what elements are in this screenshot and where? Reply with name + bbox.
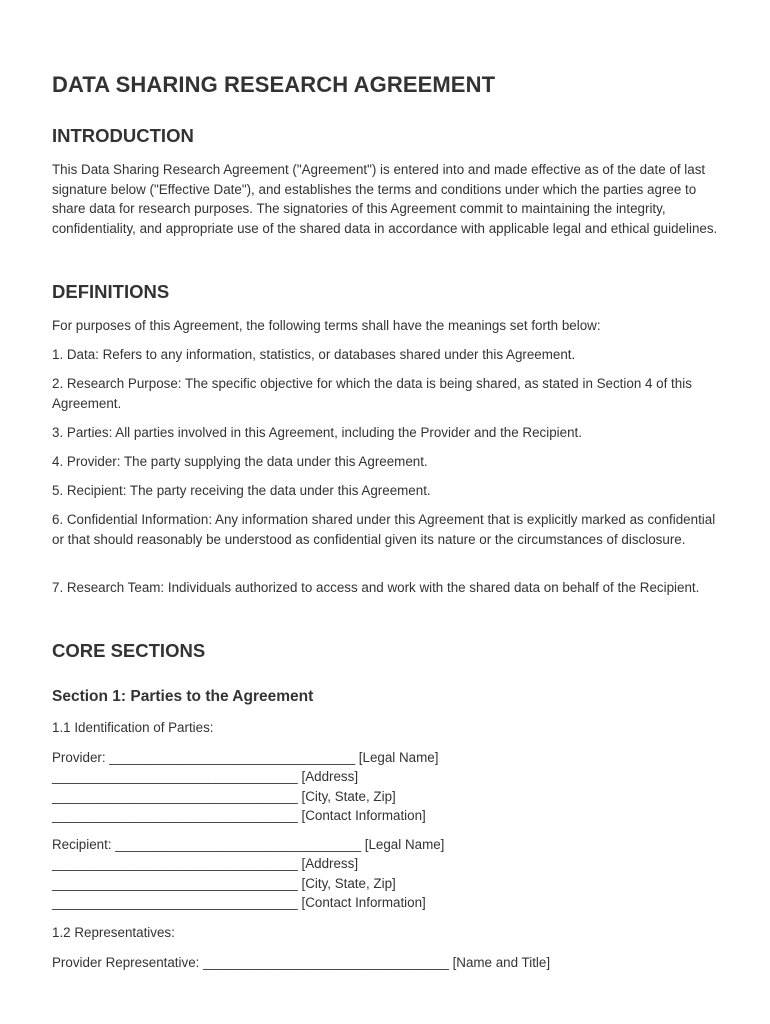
provider-city-state-zip-field: _________________________________ [City, State, Zip]: [52, 789, 396, 804]
definition-item-confidential-information: 6. Confidential Information: Any information shared under this Agreement that is explicitly marked as confidential or that should reasonably be understood as confidential given its nature or the circumstances of disclosure.: [52, 512, 716, 547]
section-1-heading: Section 1: Parties to the Agreement: [52, 688, 314, 705]
introduction-text: This Data Sharing Research Agreement ("Agreement") is entered into and made effective as of the date of last signature below ("Effective Date"), and establishes the terms and conditions under which the parties agree to share data for research purposes. The signatories of this Agreement commit to maintaining the integrity, confidentiality, and appropriate use of the shared data in accordance with applicable legal and ethical guidelines.: [52, 162, 718, 236]
definition-item-parties: 3. Parties: All parties involved in this Agreement, including the Provider and the Recipient.: [52, 425, 582, 440]
provider-legal-name-field: Provider: _________________________________ [Legal Name]: [52, 750, 439, 765]
definition-item-research-purpose: 2. Research Purpose: The specific objective for which the data is being shared, as stated in Section 4 of this Agreement.: [52, 376, 692, 411]
provider-contact-field: _________________________________ [Contact Information]: [52, 808, 426, 823]
subsection-1-1-label: 1.1 Identification of Parties:: [52, 720, 214, 735]
definition-item-research-team: 7. Research Team: Individuals authorized to access and work with the shared data on behalf of the Recipient.: [52, 580, 700, 595]
definitions-heading: DEFINITIONS: [52, 281, 170, 302]
core-sections-heading: CORE SECTIONS: [52, 640, 206, 661]
provider-representative-field: Provider Representative: _________________________________ [Name and Title]: [52, 955, 551, 970]
recipient-address-field: _________________________________ [Address]: [52, 856, 359, 871]
definitions-intro: For purposes of this Agreement, the following terms shall have the meanings set forth below:: [52, 318, 601, 333]
provider-address-field: _________________________________ [Address]: [52, 769, 359, 784]
introduction-heading: INTRODUCTION: [52, 125, 194, 146]
subsection-1-2-label: 1.2 Representatives:: [52, 925, 175, 940]
definition-item-data: 1. Data: Refers to any information, statistics, or databases shared under this Agreement.: [52, 347, 576, 362]
definition-item-provider: 4. Provider: The party supplying the data under this Agreement.: [52, 454, 428, 469]
recipient-legal-name-field: Recipient: _________________________________ [Legal Name]: [52, 837, 445, 852]
recipient-contact-field: _________________________________ [Contact Information]: [52, 895, 426, 910]
document-title: DATA SHARING RESEARCH AGREEMENT: [52, 72, 496, 97]
recipient-city-state-zip-field: _________________________________ [City, State, Zip]: [52, 876, 396, 891]
definition-item-recipient: 5. Recipient: The party receiving the data under this Agreement.: [52, 483, 431, 498]
